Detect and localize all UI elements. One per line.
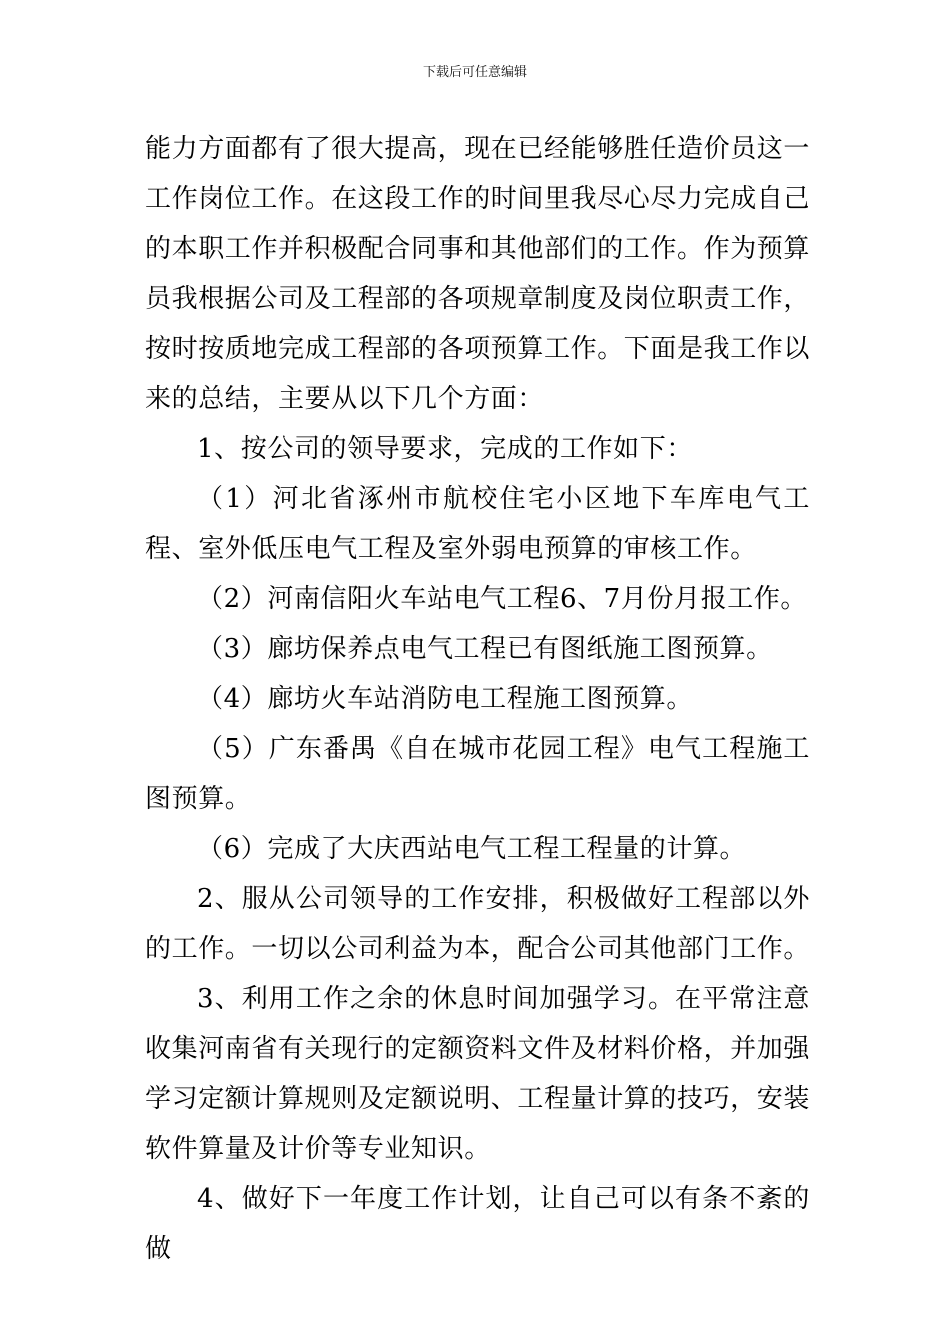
paragraph-item-4: 4、做好下一年度工作计划，让自己可以有条不紊的做 [145,1184,810,1264]
paragraph-item-1: 1、按公司的领导要求，完成的工作如下： [197,434,693,464]
paragraph-item-3: 3、利用工作之余的休息时间加强学习。在平常注意收集河南省有关现行的定额资料文件及材料价格，并加强学习定额计算规则及定额说明、工程量计算的技巧，安装软件算量及计价等专业知识。 [145,984,811,1164]
paragraph-intro: 能力方面都有了很大提高，现在已经能够胜任造价员这一工作岗位工作。在这段工作的时间里我尽心尽力完成自己的本职工作并积极配合同事和其他部们的工作。作为预算员我根据公司及工程部的各项规章制度及岗位职责工作，按时按质地完成工程部的各项预算工作。下面是我工作以来的总结，主要从以下几个方面： [145,134,811,414]
paragraph-subitem-3: （3）廊坊保养点电气工程已有图纸施工图预算。 [197,634,773,664]
paragraph-item-2: 2、服从公司领导的工作安排，积极做好工程部以外的工作。一切以公司利益为本，配合公司其他部门工作。 [145,884,811,964]
paragraph-subitem-5: （5）广东番禺《自在城市花园工程》电气工程施工图预算。 [145,734,810,814]
paragraph-subitem-1: （1）河北省涿州市航校住宅小区地下车库电气工程、室外低压电气工程及室外弱电预算的审核工作。 [145,484,810,564]
paragraph-subitem-2: （2）河南信阳火车站电气工程6、7月份月报工作。 [197,584,808,614]
page-header: 下载后可任意编辑 [422,65,527,80]
document-body [145,124,810,1274]
paragraph-subitem-6: （6）完成了大庆西站电气工程工程量的计算。 [197,834,747,864]
paragraph-subitem-4: （4）廊坊火车站消防电工程施工图预算。 [197,684,693,714]
